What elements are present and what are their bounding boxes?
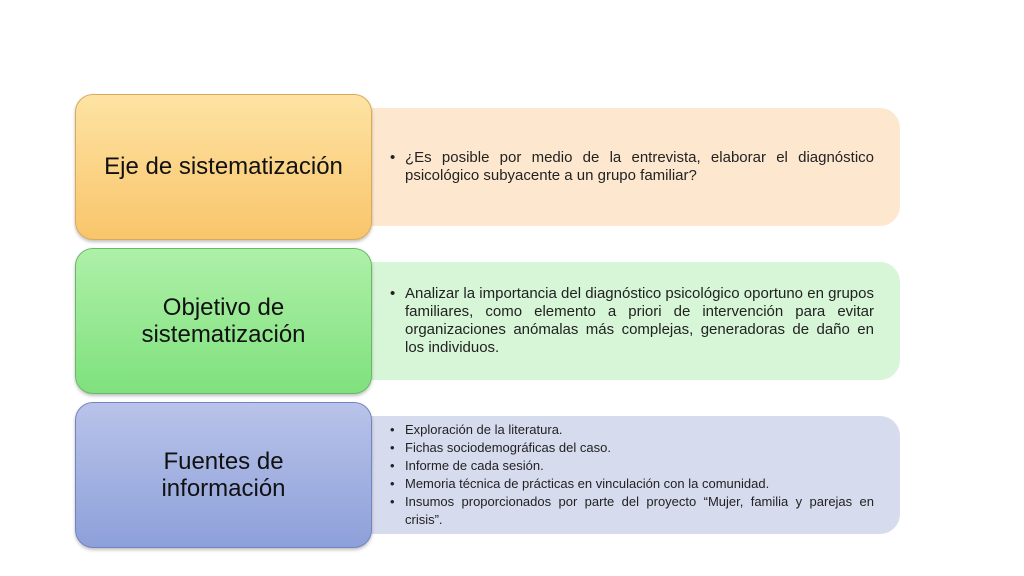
objetivo-title-line-1: Objetivo de	[162, 293, 285, 321]
objetivo-title-box	[75, 248, 372, 394]
list-item: • Analizar la importancia del diagnóstico psicológico oportuno en grupos familiares, como elemento a priori de intervención para evitar organizaciones anómalas más complejas, generadoras de daño en los individuos.	[390, 285, 874, 357]
eje-title-box	[75, 94, 372, 240]
fuentes-description-panel	[330, 416, 900, 534]
eje-description-panel	[330, 108, 900, 226]
eje-title: Eje de sistematización	[104, 153, 343, 181]
list-item: • Fichas sociodemográficas del caso.	[390, 439, 874, 457]
objetivo-title-line-2: sistematización	[141, 321, 306, 348]
fuentes-title-box	[75, 402, 372, 548]
fuentes-bullet-list	[390, 421, 874, 529]
fuentes-title-line-2: información	[161, 475, 286, 502]
objetivo-description-panel	[330, 262, 900, 380]
objetivo-bullet-list	[390, 285, 874, 357]
list-item: • ¿Es posible por medio de la entrevista, elaborar el diagnóstico psicológico subyacente a un grupo familiar?	[390, 149, 874, 185]
list-item: • Insumos proporcionados por parte del proyecto “Mujer, familia y parejas en crisis”.	[390, 493, 874, 529]
list-item: • Exploración de la literatura.	[390, 421, 874, 439]
fuentes-title-line-1: Fuentes de	[163, 447, 284, 475]
list-item: • Memoria técnica de prácticas en vinculación con la comunidad.	[390, 475, 874, 493]
list-item: • Informe de cada sesión.	[390, 457, 874, 475]
eje-bullet-list	[390, 149, 874, 185]
